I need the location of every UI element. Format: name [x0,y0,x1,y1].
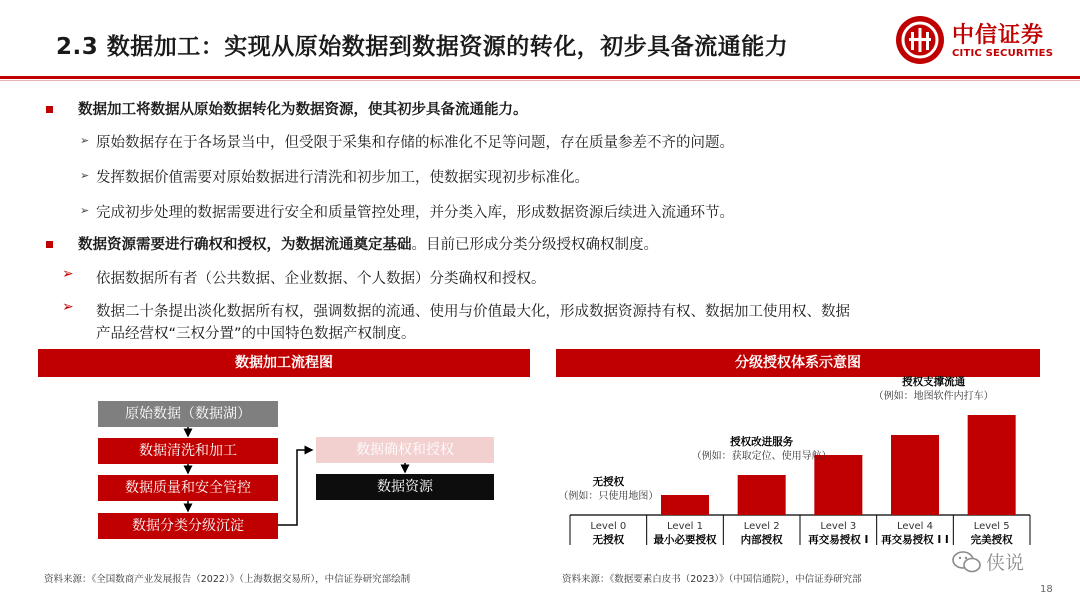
x-tick-label: Level 0 [590,521,627,532]
bar-level-1 [661,495,709,515]
bullet-1-sub-1: 原始数据存在于各场景当中，但受限于采集和存储的标准化不足等问题，存在质量参差不齐的问题。 [96,135,734,151]
arrow-bullet-icon: ➢ [80,134,90,147]
x-category-label: 内部授权 [740,534,783,546]
x-category-label: 无授权 [592,534,625,546]
annotation-title: 无授权 [592,476,625,488]
right-source-note: 资料来源：《数据要素白皮书（2023）》（中国信通院），中信证券研究部 [562,574,862,585]
annotation-subtitle: （例如：地图软件内打车） [873,391,994,402]
x-category-label: 最小必要授权 [653,534,717,546]
x-tick-label: Level 3 [820,521,857,532]
annotation-title: 授权支撑流通 [902,376,966,388]
flow-step-classification: 数据分类分级沉淀 [98,513,278,539]
flow-step-quality-control: 数据质量和安全管控 [98,475,278,501]
bullet-2-rest: 。目前已形成分类分级授权确权制度。 [411,237,658,253]
x-category-label: 再交易授权 I I [881,534,949,546]
arrow-bullet-icon: ➢ [80,169,90,182]
watermark-text: 侠说 [986,552,1025,574]
annotation-title: 授权改进服务 [730,436,794,448]
page-number: 18 [1040,584,1053,595]
arrow-bullet-icon: ➢ [80,204,90,217]
left-source-note: 资料来源：《全国数商产业发展报告（2022）》（上海数据交易所），中信证券研究部绘制 [44,574,411,585]
bar-level-5 [968,415,1016,515]
flow-step-cleaning: 数据清洗和加工 [98,438,278,464]
logo-text-cn: 中信证券 [952,23,1045,48]
bullet-2-sub-3: 产品经营权“三权分置”的中国特色数据产权制度。 [96,326,416,342]
x-tick-label: Level 2 [743,521,780,532]
x-category-label: 完美授权 [970,534,1013,546]
x-tick-label: Level 4 [897,521,933,532]
flow-step-data-resource: 数据资源 [316,474,494,500]
x-tick-label: Level 1 [667,521,703,532]
flow-step-raw-data: 原始数据（数据湖） [98,401,278,427]
flow-step-rights: 数据确权和授权 [316,437,494,463]
x-tick-label: Level 5 [973,521,1010,532]
arrow-bullet-icon: ➢ [62,299,74,315]
bullet-1-text: 数据加工将数据从原始数据转化为数据资源，使其初步具备流通能力。 [78,102,528,118]
bar-level-4 [891,435,939,515]
right-panel-title: 分级授权体系示意图 [556,349,1040,377]
x-category-label: 再交易授权 I [808,534,869,546]
bullet-2-sub-1: 依据数据所有者（公共数据、企业数据、个人数据）分类确权和授权。 [96,271,546,287]
annotation-subtitle: （例如：只使用地图） [558,491,659,502]
wechat-icon [952,550,982,578]
left-panel-title: 数据加工流程图 [38,349,530,377]
arrow-bullet-icon: ➢ [62,266,74,282]
bullet-2-sub-2: 数据二十条提出淡化数据所有权，强调数据的流通、使用与价值最大化，形成数据资源持有权、数据加工使用权、数据 [96,304,850,320]
page-title: 2.3 数据加工：实现从原始数据到数据资源的转化，初步具备流通能力 [56,34,789,60]
bullet-1-sub-3: 完成初步处理的数据需要进行安全和质量管控处理，并分类入库，形成数据资源后续进入流通环节。 [96,205,734,221]
bar-level-3 [814,455,862,515]
bullet-2-bold: 数据资源需要进行确权和授权，为数据流通奠定基础 [78,237,412,253]
bullet-1-sub-2: 发挥数据价值需要对原始数据进行清洗和初步加工，使数据实现初步标准化。 [96,170,589,186]
bar-level-2 [738,475,786,515]
annotation-subtitle: （例如：获取定位、使用导航） [691,451,832,462]
logo-text-en: CITIC SECURITIES [952,48,1054,59]
